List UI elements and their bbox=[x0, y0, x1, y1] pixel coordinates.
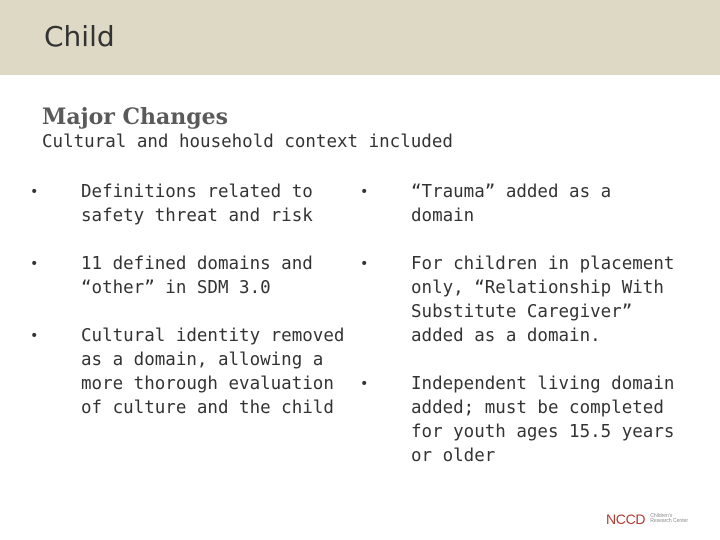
nccd-logo bbox=[606, 511, 688, 527]
bullet-text: Definitions related to safety threat and risk bbox=[81, 182, 313, 226]
bullet-item bbox=[30, 180, 350, 228]
logo-tagline-line1: Children's bbox=[650, 512, 673, 519]
bullet-icon: • bbox=[360, 184, 369, 200]
bullet-icon: • bbox=[30, 256, 39, 272]
bullet-text: “Trauma” added as a domain bbox=[411, 182, 612, 226]
title-bar bbox=[0, 0, 720, 75]
bullet-text: Independent living domain added; must be completed for youth ages 15.5 years or older bbox=[411, 374, 675, 466]
bullet-text: For children in placement only, “Relationship With Substitute Caregiver” added as a domain. bbox=[411, 254, 675, 346]
bullet-icon: • bbox=[360, 256, 369, 272]
bullet-text: 11 defined domains and “other” in SDM 3.0 bbox=[81, 254, 313, 298]
slide-title: Child bbox=[44, 20, 115, 53]
logo-tagline-line2: Research Center bbox=[650, 518, 689, 524]
bullet-icon: • bbox=[30, 184, 39, 200]
logo-mark: NCCD bbox=[606, 511, 646, 527]
logo-tagline bbox=[650, 514, 688, 525]
bullet-item bbox=[360, 252, 680, 348]
bullet-icon: • bbox=[360, 376, 369, 392]
left-bullet-list bbox=[30, 180, 350, 444]
section-heading: Major Changes bbox=[42, 104, 229, 130]
bullet-icon: • bbox=[30, 328, 39, 344]
section-subheading: Cultural and household context included bbox=[42, 132, 453, 152]
bullet-item bbox=[360, 372, 680, 468]
right-bullet-list bbox=[360, 180, 680, 492]
bullet-item bbox=[360, 180, 680, 228]
bullet-item bbox=[30, 252, 350, 300]
bullet-text: Cultural identity removed as a domain, allowing a more thorough evaluation of culture and the child bbox=[81, 326, 345, 418]
bullet-item bbox=[30, 324, 350, 420]
